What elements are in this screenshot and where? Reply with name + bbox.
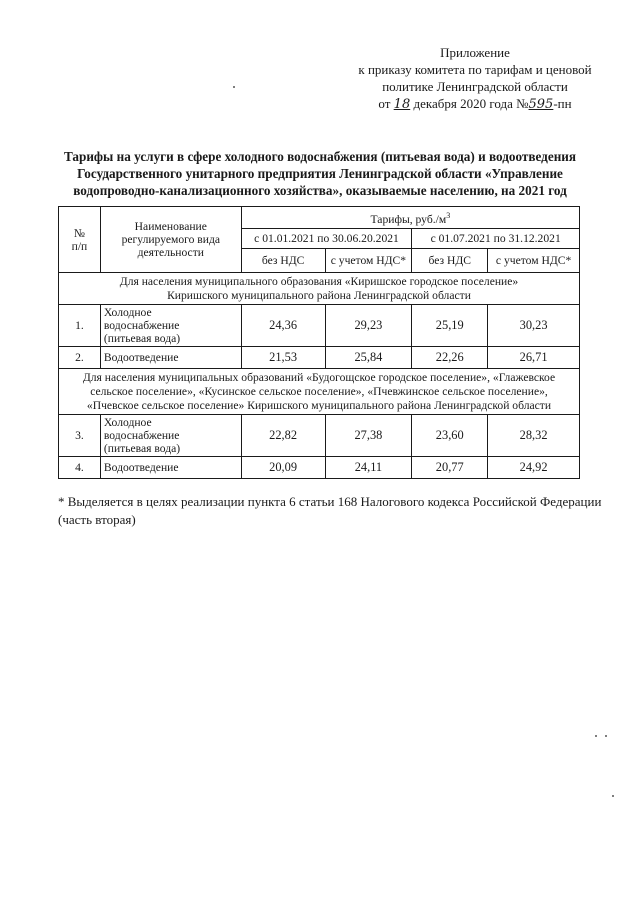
- row-value-p2-with-vat: 30,23: [488, 305, 580, 347]
- date-middle: декабря 2020 года №: [410, 96, 529, 111]
- appendix-title: Приложение: [440, 45, 510, 60]
- footnote-line-1: * Выделяется в целях реализации пункта 6 статьи 168 Налогового кодекса Российской Федерации: [58, 494, 602, 509]
- row-value-p2-no-vat: 20,77: [412, 457, 488, 479]
- document-title: [40, 148, 600, 199]
- title-line-2: Государственного унитарного предприятия Ленинградской области «Управление: [77, 166, 563, 181]
- table-row: [59, 347, 580, 369]
- row-value-p2-with-vat: 26,71: [488, 347, 580, 369]
- header-activity-name: Наименование регулируемого вида деятельности: [100, 207, 241, 273]
- date-prefix: от: [378, 96, 394, 111]
- group-row-2: [59, 369, 580, 415]
- row-value-p2-with-vat: 28,32: [488, 415, 580, 457]
- vat-footnote: [58, 493, 618, 529]
- header-period-1: с 01.01.2021 по 30.06.20.2021: [241, 229, 412, 249]
- title-line-3: водопроводно-канализационного хозяйства», оказываемые населению, на 2021 год: [73, 183, 567, 198]
- group-row-1: [59, 273, 580, 305]
- row-value-p1-with-vat: 27,38: [325, 415, 412, 457]
- row-number: 1.: [59, 305, 101, 347]
- order-number-suffix: -пн: [553, 96, 572, 111]
- footnote-line-2: (часть вторая): [58, 512, 136, 527]
- header-num: № п/п: [59, 207, 101, 273]
- scan-speck: [612, 795, 614, 797]
- row-activity-name: Водоотведение: [100, 347, 241, 369]
- scan-speck: [605, 735, 607, 737]
- row-value-p2-no-vat: 23,60: [412, 415, 488, 457]
- appendix-date-line: [330, 95, 620, 113]
- group-2-label: Для населения муниципальных образований «Будогощское городское поселение», «Глажевское сельское поселение», «Кусинское сельское поселение», «Пчевжинское сельское поселение», «Пчевское сельское поселение» Киришского муниципального района Ленинградской области: [59, 369, 580, 415]
- appendix-block: [330, 44, 620, 113]
- header-row-1: [59, 207, 580, 229]
- header-p2-no-vat: без НДС: [412, 249, 488, 273]
- header-p1-with-vat: с учетом НДС*: [325, 249, 412, 273]
- row-value-p2-with-vat: 24,92: [488, 457, 580, 479]
- order-number-handwritten: 595: [528, 97, 554, 112]
- title-line-1: Тарифы на услуги в сфере холодного водоснабжения (питьевая вода) и водоотведения: [63, 149, 577, 164]
- row-value-p2-no-vat: 25,19: [412, 305, 488, 347]
- table-row: [59, 457, 580, 479]
- scan-speck: [233, 86, 235, 88]
- row-value-p1-with-vat: 24,11: [325, 457, 412, 479]
- header-p1-no-vat: без НДС: [241, 249, 325, 273]
- scan-speck: [595, 735, 597, 737]
- row-number: 3.: [59, 415, 101, 457]
- table-row: [59, 415, 580, 457]
- row-activity-name: Холодное водоснабжение (питьевая вода): [100, 415, 241, 457]
- row-value-p1-no-vat: 22,82: [241, 415, 325, 457]
- group-1-label: Для населения муниципального образования «Киришское городское поселение» Киришского муниципального района Ленинградской области: [59, 273, 580, 305]
- row-activity-name: Водоотведение: [100, 457, 241, 479]
- header-period-2: с 01.07.2021 по 31.12.2021: [412, 229, 580, 249]
- row-value-p1-with-vat: 29,23: [325, 305, 412, 347]
- row-value-p1-no-vat: 21,53: [241, 347, 325, 369]
- tariffs-table: [58, 206, 580, 479]
- row-value-p1-with-vat: 25,84: [325, 347, 412, 369]
- header-p2-with-vat: с учетом НДС*: [488, 249, 580, 273]
- table-row: [59, 305, 580, 347]
- appendix-order-line: к приказу комитета по тарифам и ценовой: [358, 62, 592, 77]
- row-number: 4.: [59, 457, 101, 479]
- header-tariffs: Тарифы, $руб./м^3$: [241, 207, 579, 229]
- row-number: 2.: [59, 347, 101, 369]
- row-value-p2-no-vat: 22,26: [412, 347, 488, 369]
- row-value-p1-no-vat: 20,09: [241, 457, 325, 479]
- row-value-p1-no-vat: 24,36: [241, 305, 325, 347]
- date-day-handwritten: 18: [393, 97, 411, 112]
- appendix-policy-line: политике Ленинградской области: [382, 79, 568, 94]
- row-activity-name: Холодное водоснабжение (питьевая вода): [100, 305, 241, 347]
